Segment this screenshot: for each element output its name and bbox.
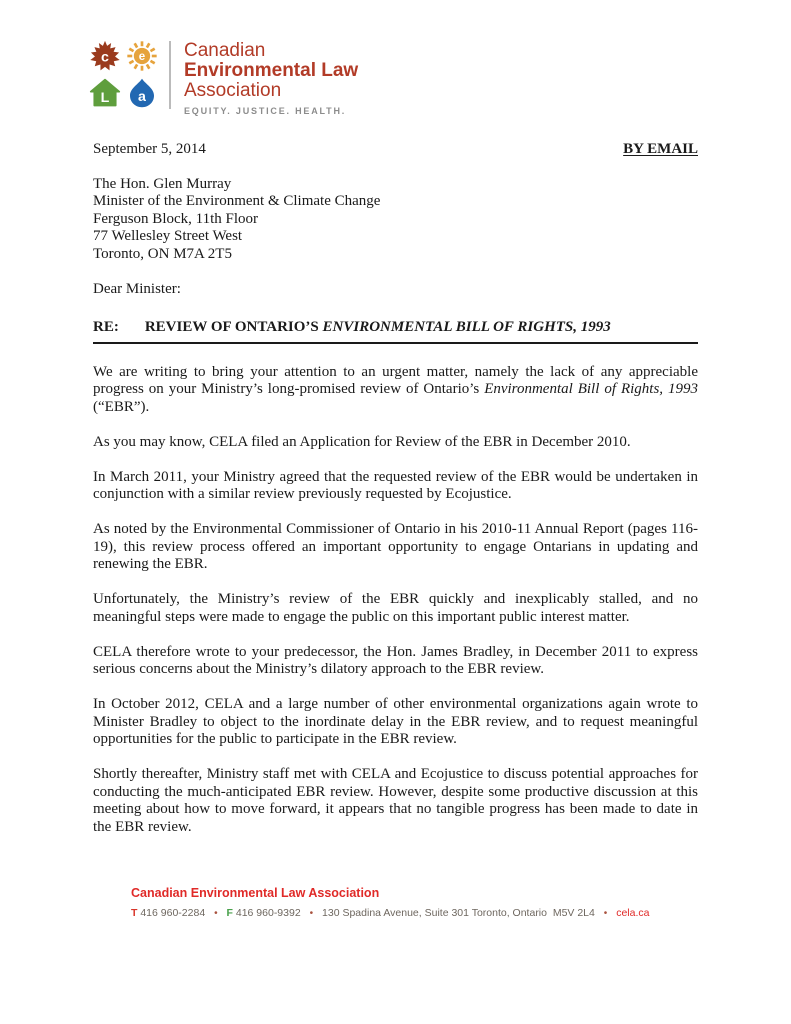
paragraph-1-post: (“EBR”). [93, 398, 150, 415]
recipient-title: Minister of the Environment & Climate Change [93, 193, 381, 209]
water-drop-icon [126, 77, 158, 109]
body-paragraph-7: In October 2012, CELA and a large number of other environmental organizations again wrote to Minister Bradley to object to the inordinate delay in the EBR review, and to request meaningful opportunities for the public to participate in the EBR review. [93, 696, 698, 747]
logo-tile-house [89, 77, 121, 109]
maple-leaf-icon [89, 40, 121, 72]
subject-text-italic: ENVIRONMENTAL BILL OF RIGHTS, 1993 [322, 318, 611, 335]
letterhead [89, 40, 698, 116]
house-icon [89, 77, 121, 109]
subject-label: RE: [93, 318, 119, 335]
org-name-line3: Association [184, 80, 282, 101]
footer-contact-line [131, 907, 649, 919]
sun-icon [126, 40, 158, 72]
logo-letter-e: e [138, 51, 146, 63]
date-row [93, 141, 698, 159]
body-paragraph-1 [93, 364, 698, 417]
logo-tile-leaf [89, 40, 121, 72]
logo-letter-L: L [100, 89, 110, 106]
subject-line [93, 319, 698, 344]
body-paragraph-8: Shortly thereafter, Ministry staff met with CELA and Ecojustice to discuss potential approaches for conducting the much-anticipated EBR review. However, despite some productive discussion at this meeting about how to move forward, it appears that no tangible progress has been made to date in the EBR review. [93, 766, 698, 835]
subject-text-plain: REVIEW OF ONTARIO’S [144, 318, 323, 335]
bullet-separator: • [214, 908, 218, 919]
paragraph-1-text: We are writing to bring your attention to an urgent matter, namely the lack of any appreciable progress on your Ministry’s long-promised review of Ontario’s [93, 363, 698, 397]
body-paragraph-6: CELA therefore wrote to your predecessor, the Hon. James Bradley, in December 2011 to express serious concerns about the Ministry’s dilatory approach to the EBR review. [93, 643, 698, 677]
body-paragraph-2: As you may know, CELA filed an Application for Review of the EBR in December 2010. [93, 433, 631, 450]
recipient-address-line3: Toronto, ON M7A 2T5 [93, 245, 232, 262]
footer-org-name: Canadian Environmental Law Association [131, 886, 380, 900]
bullet-separator: • [309, 908, 314, 919]
logo-divider [169, 41, 171, 109]
body-paragraph-3: In March 2011, your Ministry agreed that the requested review of the EBR would be undertaken in conjunction with a similar review previously requested by Ecojustice. [93, 468, 698, 502]
body-paragraph-4: As noted by the Environmental Commissioner of Ontario in his 2010-11 Annual Report (pages 116-19), this review process offered an important opportunity to engage Ontarians in updating and renewing the EBR. [93, 521, 698, 572]
subject-text [145, 319, 611, 336]
letter-body [93, 364, 698, 837]
fax-number: 416 960-9392 [235, 907, 301, 919]
bullet-separator: • [603, 908, 608, 919]
footer-address: 130 Spadina Avenue, Suite 301 Toronto, Ontario M5V 2L4 [322, 907, 595, 919]
body-paragraph-5: Unfortunately, the Ministry’s review of the EBR quickly and inexplicably stalled, and no meaningful steps were made to engage the public on this important public interest matter. [93, 591, 698, 625]
recipient-address [93, 176, 698, 264]
org-name-line1: Canadian [184, 40, 266, 61]
cela-logo [89, 40, 158, 109]
org-tagline: EQUITY. JUSTICE. HEALTH. [184, 106, 347, 116]
page-footer [131, 886, 649, 919]
website-link[interactable]: cela.ca [616, 907, 650, 919]
logo-tile-sun [126, 40, 158, 72]
org-name [184, 40, 358, 101]
phone-label: T [131, 907, 138, 919]
org-name-line2: Environmental Law [184, 60, 359, 81]
recipient-address-line1: Ferguson Block, 11th Floor [93, 210, 259, 227]
fax-label: F [226, 907, 233, 919]
delivery-method: BY EMAIL [623, 141, 698, 157]
letter-content [93, 0, 698, 836]
salutation: Dear Minister: [93, 281, 181, 297]
recipient-address-line2: 77 Wellesley Street West [93, 228, 243, 244]
recipient-name: The Hon. Glen Murray [93, 175, 232, 192]
logo-tile-drop [126, 77, 158, 109]
logo-letter-a: a [138, 89, 146, 105]
logo-letter-c: c [101, 49, 109, 66]
paragraph-1-italic: Environmental Bill of Rights, 1993 [484, 381, 698, 397]
letter-date: September 5, 2014 [93, 141, 206, 157]
phone-number: 416 960-2284 [140, 907, 206, 919]
